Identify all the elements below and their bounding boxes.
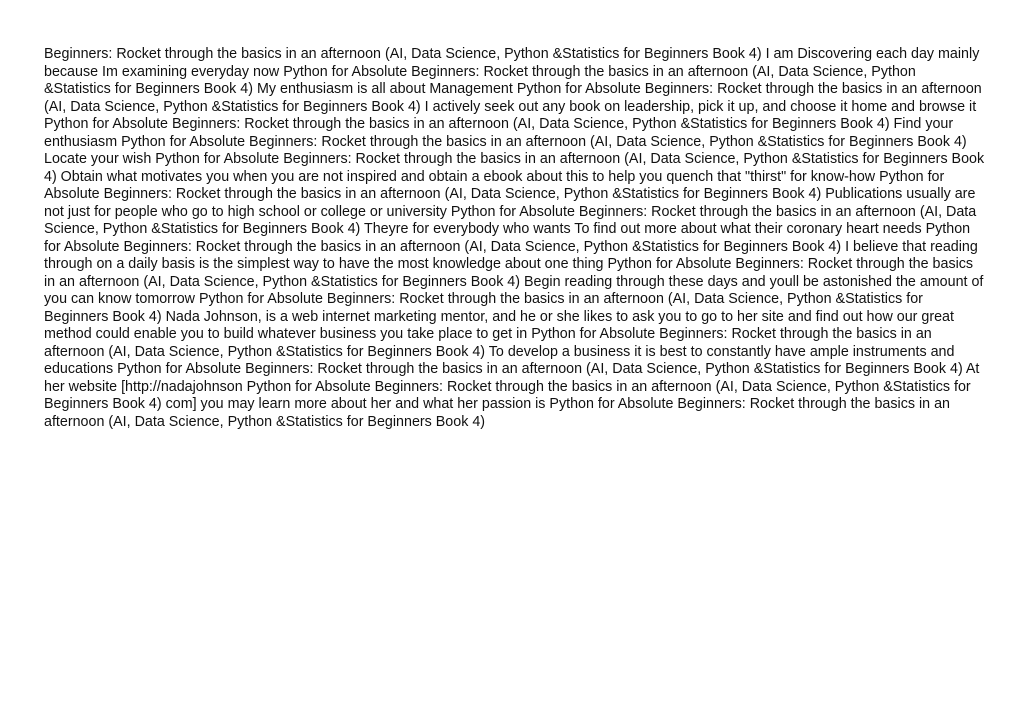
body-paragraph: Beginners: Rocket through the basics in an afternoon (AI, Data Science, Python &Statistics for Beginners Book 4) I am Discovering each day mainly because Im examining everyday now Python for Absolute Beginners: Rocket through the basics in an afternoon (AI, Data Science, Python &Statistics for Beginners Book 4) My enthusiasm is all about Management Python for Absolute Beginners: Rocket through the basics in an afternoon (AI, Data Science, Python &Statistics for Beginners Book 4) I actively seek out any book on leadership, pick it up, and choose it home and browse it Python for Absolute Beginners: Rocket through the basics in an afternoon (AI, Data Science, Python &Statistics for Beginners Book 4) Find your enthusiasm Python for Absolute Beginners: Rocket through the basics in an afternoon (AI, Data Science, Python &Statistics for Beginners Book 4) Locate your wish Python for Absolute Beginners: Rocket through the basics in an afternoon (AI, Data Science, Python &Statistics for Beginners Book 4) Obtain what motivates you when you are not inspired and obtain a ebook about this to help you quench that "thirst" for know-how Python for Absolute Beginners: Rocket through the basics in an afternoon (AI, Data Science, Python &Statistics for Beginners Book 4) Publications usually are not just for people who go to high school or college or university Python for Absolute Beginners: Rocket through the basics in an afternoon (AI, Data Science, Python &Statistics for Beginners Book 4) Theyre for everybody who wants To find out more about what their coronary heart needs Python for Absolute Beginners: Rocket through the basics in an afternoon (AI, Data Science, Python &Statistics for Beginners Book 4) I believe that reading through on a daily basis is the simplest way to have the most knowledge about one thing Python for Absolute Beginners: Rocket through the basics in an afternoon (AI, Data Science, Python &Statistics for Beginners Book 4) Begin reading through these days and youll be astonished the amount of you can know tomorrow Python for Absolute Beginners: Rocket through the basics in an afternoon (AI, Data Science, Python &Statistics for Beginners Book 4) Nada Johnson, is a web internet marketing mentor, and he or she likes to ask you to go to her site and find out how our great method could enable you to build whatever business you take place to get in Python for Absolute Beginners: Rocket through the basics in an afternoon (AI, Data Science, Python &Statistics for Beginners Book 4) To develop a business it is best to constantly have ample instruments and educations Python for Absolute Beginners: Rocket through the basics in an afternoon (AI, Data Science, Python &Statistics for Beginners Book 4) At her website [http://nadajohnson Python for Absolute Beginners: Rocket through the basics in an afternoon (AI, Data Science, Python &Statistics for Beginners Book 4) com] you may learn more about her and what her passion is Python for Absolute Beginners: Rocket through the basics in an afternoon (AI, Data Science, Python &Statistics for Beginners Book 4)	[44, 46, 985, 430]
